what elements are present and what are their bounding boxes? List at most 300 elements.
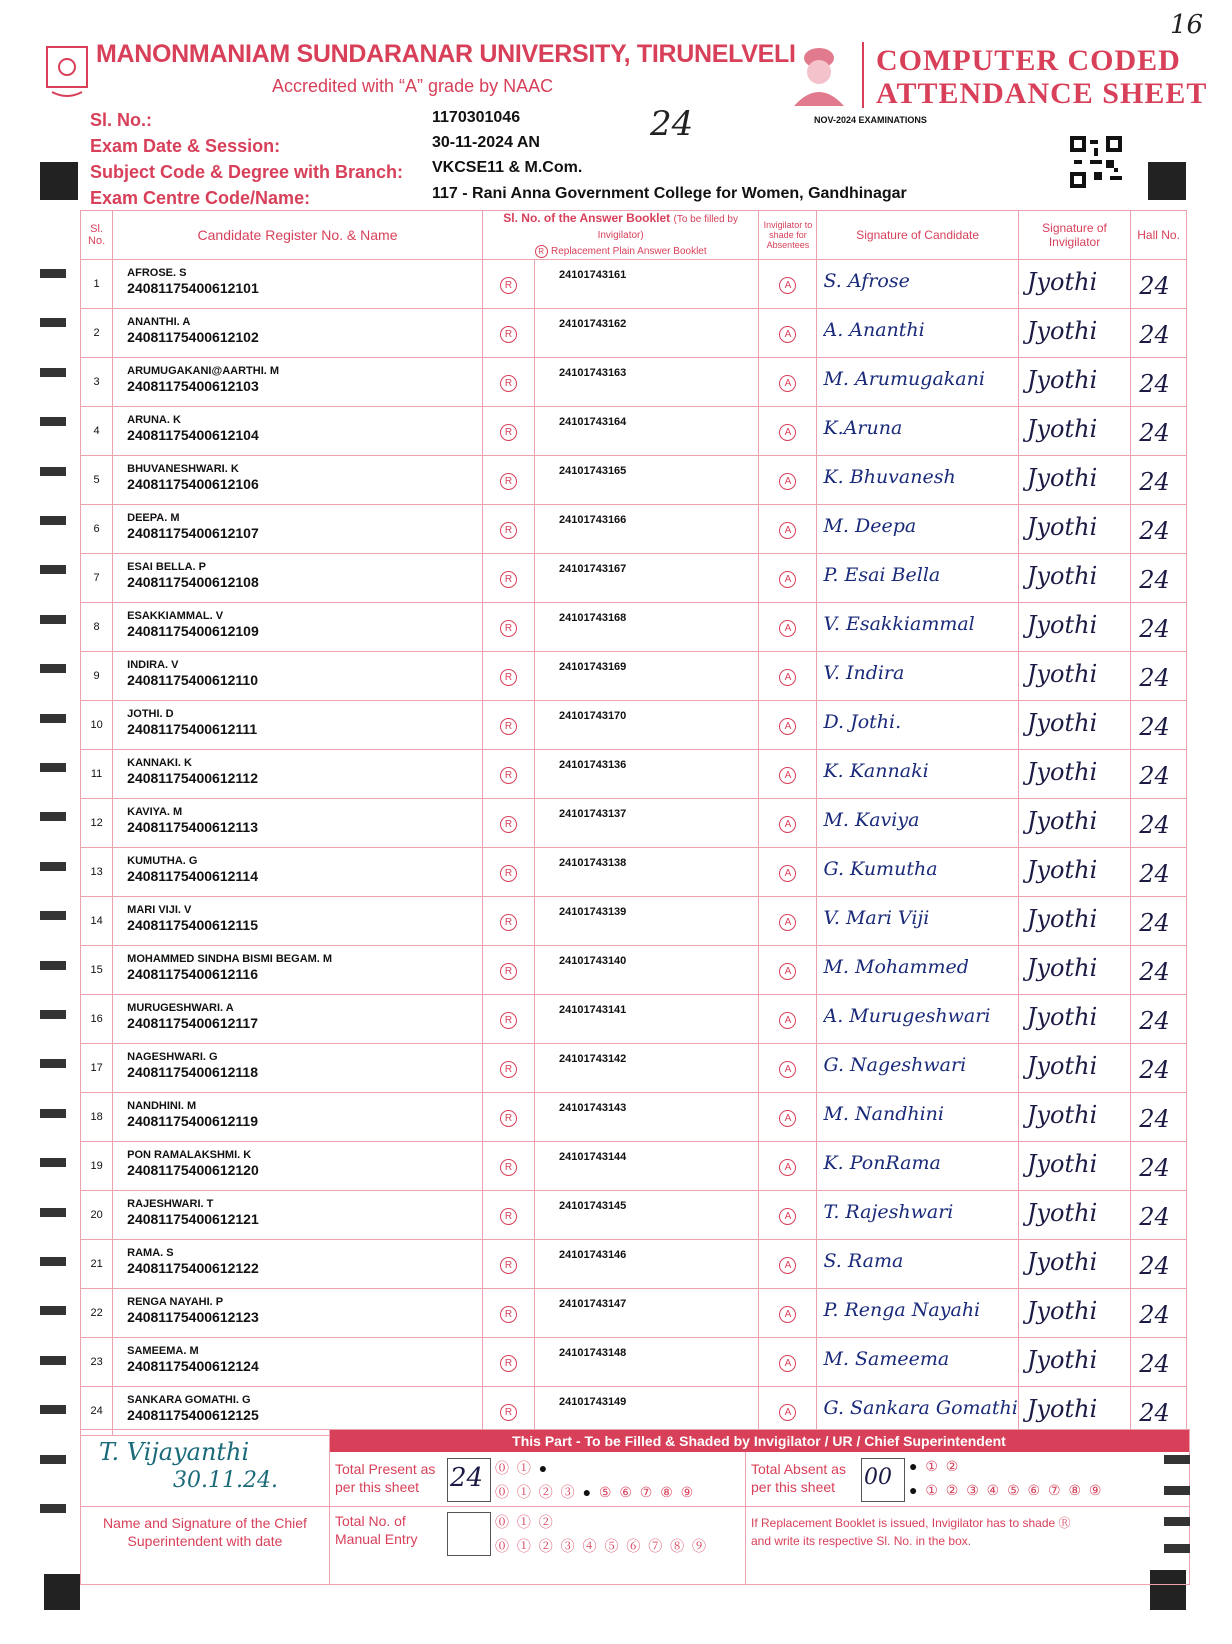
timing-mark xyxy=(40,1405,66,1414)
booklet-no: 24101743144 xyxy=(559,1151,627,1163)
row-absent xyxy=(759,897,817,946)
row-sl: 23 xyxy=(81,1338,113,1387)
replacement-bubble[interactable]: R xyxy=(500,816,517,833)
row-candidate xyxy=(113,995,483,1044)
row-sig-invigilator xyxy=(1018,407,1130,456)
row-booklet xyxy=(535,701,759,750)
sheet-title-line1: COMPUTER CODED xyxy=(876,44,1181,77)
row-sl: 13 xyxy=(81,848,113,897)
row-sig-candidate xyxy=(817,260,1018,309)
invigilator-signature: Jyothi xyxy=(1026,611,1098,639)
row-sl: 17 xyxy=(81,1044,113,1093)
col-booklet-title: Sl. No. of the Answer Booklet xyxy=(503,211,671,225)
absent-bubble[interactable]: A xyxy=(779,1159,796,1176)
row-candidate xyxy=(113,897,483,946)
absent-box xyxy=(861,1458,905,1502)
row-sl: 2 xyxy=(81,309,113,358)
row-hall xyxy=(1131,1338,1187,1387)
row-sig-invigilator xyxy=(1018,456,1130,505)
invigilator-signature: Jyothi xyxy=(1026,954,1098,982)
row-sig-candidate xyxy=(817,652,1018,701)
booklet-no: 24101743168 xyxy=(559,612,627,624)
col-absent: Invigilator to shade for Absentees xyxy=(759,211,817,260)
absent-bubble[interactable]: A xyxy=(779,1061,796,1078)
timing-mark xyxy=(40,467,66,476)
candidate-reg-no: 24081175400612111 xyxy=(127,721,258,737)
replacement-bubble[interactable]: R xyxy=(500,767,517,784)
row-candidate xyxy=(113,309,483,358)
exam-label: NOV-2024 EXAMINATIONS xyxy=(814,115,927,125)
row-sig-candidate xyxy=(817,456,1018,505)
table-row xyxy=(81,701,1187,750)
replacement-bubble[interactable]: R xyxy=(500,1110,517,1127)
row-absent xyxy=(759,848,817,897)
row-replacement xyxy=(482,603,534,652)
present-tens-bubbles xyxy=(495,1458,549,1478)
row-replacement xyxy=(482,946,534,995)
row-replacement xyxy=(482,309,534,358)
qr-code xyxy=(1070,136,1122,188)
absent-bubble[interactable]: A xyxy=(779,620,796,637)
row-absent xyxy=(759,1142,817,1191)
founder-portrait xyxy=(788,40,850,106)
candidate-reg-no: 24081175400612113 xyxy=(127,819,258,835)
row-hall xyxy=(1131,358,1187,407)
row-absent xyxy=(759,652,817,701)
candidate-reg-no: 24081175400612112 xyxy=(127,770,258,786)
candidate-name: RAJESHWARI. T xyxy=(127,1198,214,1210)
row-absent xyxy=(759,1289,817,1338)
candidate-reg-no: 24081175400612104 xyxy=(127,427,259,443)
candidate-name: ANANTHI. A xyxy=(127,316,191,328)
row-replacement xyxy=(482,260,534,309)
absent-bubble[interactable]: A xyxy=(779,326,796,343)
timing-mark xyxy=(1164,1486,1190,1495)
row-sig-candidate xyxy=(817,701,1018,750)
replacement-bubble[interactable]: R xyxy=(500,1012,517,1029)
row-sig-invigilator xyxy=(1018,358,1130,407)
invigilator-signature: Jyothi xyxy=(1026,1150,1098,1178)
row-absent xyxy=(759,799,817,848)
row-sl: 18 xyxy=(81,1093,113,1142)
row-hall xyxy=(1131,1191,1187,1240)
row-sl: 16 xyxy=(81,995,113,1044)
timing-mark xyxy=(40,368,66,377)
replacement-bubble[interactable]: R xyxy=(500,375,517,392)
row-booklet xyxy=(535,1191,759,1240)
timing-mark xyxy=(40,615,66,624)
row-sl: 5 xyxy=(81,456,113,505)
row-sl: 4 xyxy=(81,407,113,456)
candidate-name: RAMA. S xyxy=(127,1247,174,1259)
candidate-reg-no: 24081175400612108 xyxy=(127,574,259,590)
row-hall xyxy=(1131,1289,1187,1338)
candidate-name: ARUMUGAKANI@AARTHI. M xyxy=(127,365,280,377)
table-row xyxy=(81,260,1187,309)
row-sl: 7 xyxy=(81,554,113,603)
row-absent xyxy=(759,554,817,603)
row-candidate xyxy=(113,946,483,995)
booklet-no: 24101743161 xyxy=(559,269,627,281)
row-sig-invigilator xyxy=(1018,946,1130,995)
candidate-name: RENGA NAYAHI. P xyxy=(127,1296,224,1308)
timing-mark xyxy=(40,318,66,327)
absent-bubble[interactable]: A xyxy=(779,1208,796,1225)
manual-tens-bubbles: ⓪ ① ② xyxy=(495,1514,555,1530)
row-absent xyxy=(759,1191,817,1240)
candidate-signature: P. Renga Nayahi xyxy=(823,1299,981,1321)
row-sig-candidate xyxy=(817,1191,1018,1240)
timing-mark xyxy=(40,269,66,278)
timing-mark xyxy=(40,961,66,970)
replacement-bubble[interactable]: R xyxy=(500,1355,517,1372)
absent-bubble[interactable]: A xyxy=(779,718,796,735)
row-booklet xyxy=(535,1240,759,1289)
table-row xyxy=(81,1044,1187,1093)
row-booklet xyxy=(535,1044,759,1093)
hall-no: 24 xyxy=(1139,713,1170,741)
absent-ones-filled: ● xyxy=(909,1482,920,1498)
row-booklet xyxy=(535,897,759,946)
row-sig-invigilator xyxy=(1018,1093,1130,1142)
candidate-signature: V. Mari Viji xyxy=(823,907,930,929)
replacement-icon: R xyxy=(535,245,548,258)
row-replacement xyxy=(482,1191,534,1240)
row-replacement xyxy=(482,750,534,799)
candidate-name: MOHAMMED SINDHA BISMI BEGAM. M xyxy=(127,953,333,965)
replacement-bubble[interactable]: R xyxy=(500,865,517,882)
row-sig-invigilator xyxy=(1018,701,1130,750)
row-booklet xyxy=(535,750,759,799)
candidate-reg-no: 24081175400612122 xyxy=(127,1260,259,1276)
replacement-bubble[interactable]: R xyxy=(500,277,517,294)
row-sig-candidate xyxy=(817,799,1018,848)
candidate-signature: K. Kannaki xyxy=(823,760,929,782)
absent-value: 00 xyxy=(864,1465,892,1490)
row-sig-candidate xyxy=(817,407,1018,456)
page-number: 16 xyxy=(1170,10,1204,40)
candidate-reg-no: 24081175400612117 xyxy=(127,1015,258,1031)
booklet-no: 24101743170 xyxy=(559,710,627,722)
row-sig-candidate xyxy=(817,1240,1018,1289)
table-row xyxy=(81,750,1187,799)
row-absent xyxy=(759,358,817,407)
replacement-bubble[interactable]: R xyxy=(500,963,517,980)
row-replacement xyxy=(482,456,534,505)
absent-bubble[interactable]: A xyxy=(779,473,796,490)
booklet-no: 24101743136 xyxy=(559,759,627,771)
hall-no: 24 xyxy=(1139,811,1170,839)
row-booklet xyxy=(535,995,759,1044)
attendance-table xyxy=(80,210,1187,1436)
row-sig-invigilator xyxy=(1018,848,1130,897)
invigilator-signature: Jyothi xyxy=(1026,562,1098,590)
present-ones-filled: ● xyxy=(582,1484,594,1500)
hall-no: 24 xyxy=(1139,272,1170,300)
row-sig-invigilator xyxy=(1018,1044,1130,1093)
row-sig-candidate xyxy=(817,309,1018,358)
invigilator-signature: Jyothi xyxy=(1026,660,1098,688)
row-candidate xyxy=(113,505,483,554)
booklet-no: 24101743137 xyxy=(559,808,627,820)
invigilator-signature: Jyothi xyxy=(1026,1052,1098,1080)
hall-no: 24 xyxy=(1139,419,1170,447)
hall-no: 24 xyxy=(1139,468,1170,496)
replacement-bubble[interactable]: R xyxy=(500,1306,517,1323)
chief-date: 30.11.24. xyxy=(173,1468,278,1493)
row-sig-candidate xyxy=(817,1044,1018,1093)
table-row xyxy=(81,897,1187,946)
replacement-bubble[interactable]: R xyxy=(500,1159,517,1176)
row-hall xyxy=(1131,1044,1187,1093)
candidate-name: BHUVANESHWARI. K xyxy=(127,463,239,475)
hall-no: 24 xyxy=(1139,1350,1170,1378)
col-candidate: Candidate Register No. & Name xyxy=(113,211,483,260)
footer-divider xyxy=(81,1506,329,1507)
candidate-reg-no: 24081175400612116 xyxy=(127,966,258,982)
row-sig-invigilator xyxy=(1018,554,1130,603)
row-candidate xyxy=(113,1093,483,1142)
booklet-no: 24101743138 xyxy=(559,857,627,869)
candidate-signature: V. Esakkiammal xyxy=(823,613,975,635)
replacement-bubble[interactable]: R xyxy=(500,1061,517,1078)
row-booklet xyxy=(535,603,759,652)
row-sig-invigilator xyxy=(1018,750,1130,799)
table-row xyxy=(81,456,1187,505)
invigilator-signature: Jyothi xyxy=(1026,317,1098,345)
candidate-signature: M. Kaviya xyxy=(823,809,920,831)
col-sig-invigilator: Signature of Invigilator xyxy=(1018,211,1130,260)
row-replacement xyxy=(482,1142,534,1191)
row-replacement xyxy=(482,554,534,603)
invigilator-signature: Jyothi xyxy=(1026,513,1098,541)
absent-tens-filled: ● xyxy=(909,1458,920,1474)
row-sig-candidate xyxy=(817,1093,1018,1142)
timing-mark xyxy=(40,417,66,426)
row-booklet xyxy=(535,1142,759,1191)
booklet-no: 24101743146 xyxy=(559,1249,627,1261)
candidate-reg-no: 24081175400612110 xyxy=(127,672,258,688)
replacement-bubble[interactable]: R xyxy=(500,522,517,539)
present-ones-b: ⑤ ⑥ ⑦ ⑧ ⑨ xyxy=(598,1484,696,1500)
row-booklet xyxy=(535,309,759,358)
row-sig-candidate xyxy=(817,1338,1018,1387)
replacement-bubble[interactable]: R xyxy=(500,424,517,441)
candidate-reg-no: 24081175400612118 xyxy=(127,1064,258,1080)
footer-vdivider xyxy=(329,1430,330,1584)
invigilator-signature: Jyothi xyxy=(1026,366,1098,394)
replacement-bubble[interactable]: R xyxy=(500,1208,517,1225)
absent-bubble[interactable]: A xyxy=(779,816,796,833)
row-sig-candidate xyxy=(817,554,1018,603)
row-candidate xyxy=(113,1240,483,1289)
absent-bubble[interactable]: A xyxy=(779,375,796,392)
booklet-no: 24101743163 xyxy=(559,367,627,379)
row-absent xyxy=(759,750,817,799)
timing-mark xyxy=(40,516,66,525)
candidate-name: KAVIYA. M xyxy=(127,806,183,818)
absent-bubble[interactable]: A xyxy=(779,424,796,441)
invigilator-signature: Jyothi xyxy=(1026,1297,1098,1325)
row-sl: 24 xyxy=(81,1387,113,1436)
centre-label: Exam Centre Code/Name: xyxy=(90,188,311,208)
table-header xyxy=(81,211,1187,260)
table-row xyxy=(81,946,1187,995)
row-sl: 19 xyxy=(81,1142,113,1191)
row-sl: 10 xyxy=(81,701,113,750)
absent-bubble[interactable]: A xyxy=(779,1110,796,1127)
row-hall xyxy=(1131,407,1187,456)
row-candidate xyxy=(113,1289,483,1338)
row-candidate xyxy=(113,799,483,848)
absent-bubble[interactable]: A xyxy=(779,1355,796,1372)
row-candidate xyxy=(113,456,483,505)
row-hall xyxy=(1131,1093,1187,1142)
row-sig-candidate xyxy=(817,897,1018,946)
absent-bubble[interactable]: A xyxy=(779,1306,796,1323)
candidate-name: SAMEEMA. M xyxy=(127,1345,199,1357)
absent-bubble[interactable]: A xyxy=(779,1404,796,1421)
replacement-bubble[interactable]: R xyxy=(500,620,517,637)
replacement-bubble[interactable]: R xyxy=(500,718,517,735)
replacement-bubble[interactable]: R xyxy=(500,473,517,490)
present-ones-bubbles xyxy=(495,1482,695,1502)
candidate-signature: M. Arumugakani xyxy=(823,368,985,390)
row-sig-invigilator xyxy=(1018,260,1130,309)
row-replacement xyxy=(482,1093,534,1142)
candidate-signature: G. Kumutha xyxy=(823,858,938,880)
invigilator-signature: Jyothi xyxy=(1026,856,1098,884)
row-absent xyxy=(759,1044,817,1093)
timing-mark xyxy=(40,565,66,574)
row-candidate xyxy=(113,260,483,309)
row-booklet xyxy=(535,652,759,701)
timing-mark xyxy=(40,763,66,772)
row-sig-invigilator xyxy=(1018,1289,1130,1338)
candidate-name: ESAI BELLA. P xyxy=(127,561,206,573)
present-tens-empty: ⓪ ① xyxy=(495,1460,533,1476)
row-booklet xyxy=(535,505,759,554)
table-row xyxy=(81,505,1187,554)
absent-bubble[interactable]: A xyxy=(779,277,796,294)
booklet-no: 24101743145 xyxy=(559,1200,627,1212)
hall-no: 24 xyxy=(1139,664,1170,692)
replacement-bubble[interactable]: R xyxy=(500,571,517,588)
row-replacement xyxy=(482,701,534,750)
absent-bubble[interactable]: A xyxy=(779,865,796,882)
candidate-name: ARUNA. K xyxy=(127,414,181,426)
timing-mark xyxy=(40,1208,66,1217)
candidate-signature: S. Rama xyxy=(823,1250,904,1272)
row-hall xyxy=(1131,554,1187,603)
absent-bubble[interactable]: A xyxy=(779,522,796,539)
row-hall xyxy=(1131,848,1187,897)
booklet-no: 24101743164 xyxy=(559,416,627,428)
absent-bubble[interactable]: A xyxy=(779,767,796,784)
candidate-signature: K.Aruna xyxy=(823,417,903,439)
row-replacement xyxy=(482,799,534,848)
hall-number-top: 24 xyxy=(650,104,694,144)
row-sig-candidate xyxy=(817,1289,1018,1338)
candidate-reg-no: 24081175400612101 xyxy=(127,280,259,296)
candidate-signature: S. Afrose xyxy=(823,270,910,292)
candidate-name: INDIRA. V xyxy=(127,659,179,671)
candidate-name: JOTHI. D xyxy=(127,708,174,720)
candidate-signature: A. Murugeshwari xyxy=(823,1005,991,1027)
hall-no: 24 xyxy=(1139,1252,1170,1280)
row-booklet xyxy=(535,358,759,407)
booklet-no: 24101743141 xyxy=(559,1004,627,1016)
row-booklet xyxy=(535,407,759,456)
row-hall xyxy=(1131,946,1187,995)
col-booklet xyxy=(482,211,759,260)
row-sig-invigilator xyxy=(1018,603,1130,652)
absent-bubble[interactable]: A xyxy=(779,963,796,980)
replacement-bubble[interactable]: R xyxy=(500,1404,517,1421)
replacement-bubble[interactable]: R xyxy=(500,1257,517,1274)
hall-no: 24 xyxy=(1139,762,1170,790)
row-replacement xyxy=(482,848,534,897)
candidate-name: ESAKKIAMMAL. V xyxy=(127,610,224,622)
replacement-bubble[interactable]: R xyxy=(500,669,517,686)
row-candidate xyxy=(113,407,483,456)
absent-bubble[interactable]: A xyxy=(779,1012,796,1029)
absent-bubble[interactable]: A xyxy=(779,1257,796,1274)
row-absent xyxy=(759,1093,817,1142)
table-row xyxy=(81,309,1187,358)
row-sl: 14 xyxy=(81,897,113,946)
hall-no: 24 xyxy=(1139,958,1170,986)
candidate-reg-no: 24081175400612109 xyxy=(127,623,259,639)
footer-bar: This Part - To be Filled & Shaded by Invigilator / UR / Chief Superintendent xyxy=(329,1430,1189,1452)
candidate-signature: A. Ananthi xyxy=(823,319,925,341)
candidate-name: KANNAKI. K xyxy=(127,757,192,769)
row-sig-candidate xyxy=(817,946,1018,995)
row-hall xyxy=(1131,309,1187,358)
candidate-signature: K. PonRama xyxy=(823,1152,941,1174)
timing-mark xyxy=(40,1257,66,1266)
row-booklet xyxy=(535,1093,759,1142)
table-row xyxy=(81,407,1187,456)
row-replacement xyxy=(482,1240,534,1289)
row-sl: 12 xyxy=(81,799,113,848)
date-value: 30-11-2024 AN xyxy=(432,134,540,151)
hall-no: 24 xyxy=(1139,615,1170,643)
booklet-no: 24101743165 xyxy=(559,465,627,477)
timing-mark xyxy=(40,1356,66,1365)
absent-bubble[interactable]: A xyxy=(779,914,796,931)
row-replacement xyxy=(482,652,534,701)
row-candidate xyxy=(113,848,483,897)
replacement-bubble[interactable]: R xyxy=(500,914,517,931)
row-absent xyxy=(759,995,817,1044)
invigilator-signature: Jyothi xyxy=(1026,905,1098,933)
absent-bubble[interactable]: A xyxy=(779,571,796,588)
col-sl: Sl. No. xyxy=(81,211,113,260)
row-sl: 9 xyxy=(81,652,113,701)
timing-mark xyxy=(40,1504,66,1513)
candidate-reg-no: 24081175400612115 xyxy=(127,917,258,933)
present-tens-filled: ● xyxy=(538,1460,550,1476)
absent-bubble[interactable]: A xyxy=(779,669,796,686)
replacement-bubble[interactable]: R xyxy=(500,326,517,343)
table-row xyxy=(81,995,1187,1044)
hall-no: 24 xyxy=(1139,1154,1170,1182)
col-replacement-note: Replacement Plain Answer Booklet xyxy=(550,246,707,257)
timing-mark xyxy=(40,862,66,871)
invigilator-signature: Jyothi xyxy=(1026,415,1098,443)
row-candidate xyxy=(113,603,483,652)
